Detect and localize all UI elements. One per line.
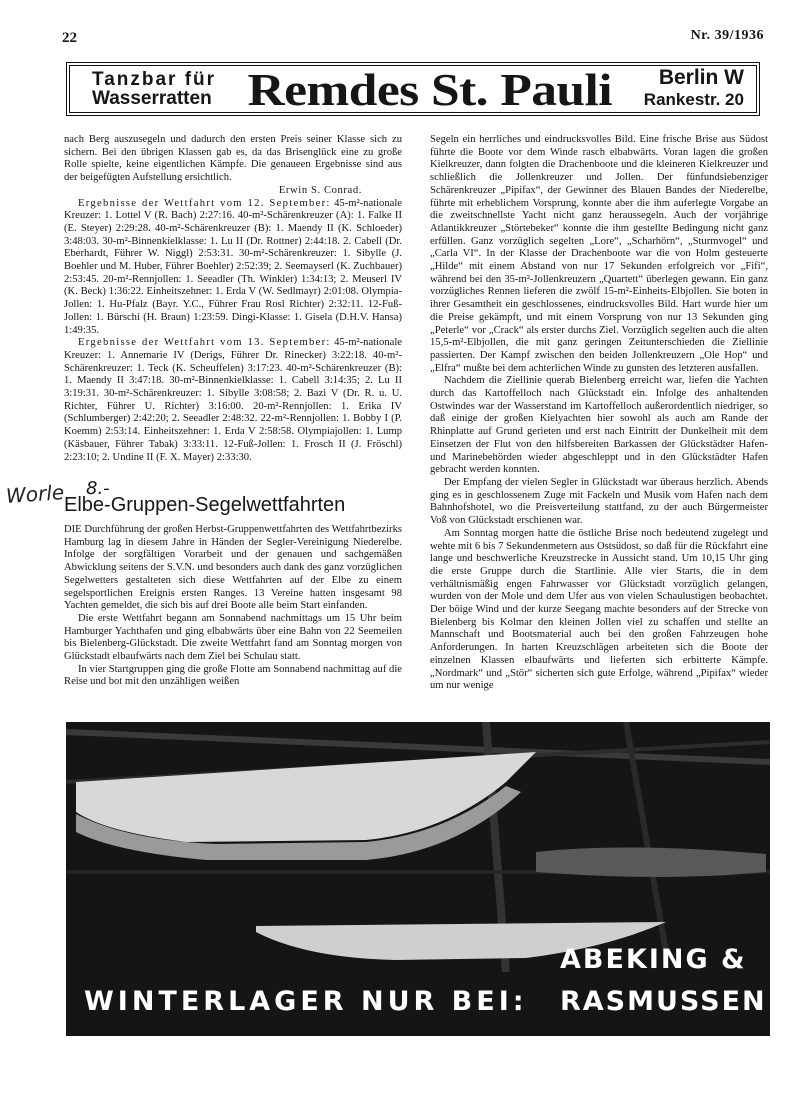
paragraph: Der Empfang der vielen Segler in Glückstadt war überaus herzlich. Abends ging es in geschlossenem Zuge mit Fackeln und Musik vom Hafen nach dem Bahnhofshotel, wo die Preisverteilung stattfand, zu der auch Bürgermeister Voß von Glückstadt erschienen war.	[430, 476, 768, 527]
ad-brand-line1: ABEKING &	[560, 944, 747, 975]
page-number: 22	[62, 30, 77, 46]
paragraph: Die erste Wettfahrt begann am Sonnabend nachmittags um 15 Uhr beim Hamburger Yachthafen und ging elbabwärts über eine Bahn von 22 Seemeilen bis Bielenberg-Glückstadt. Die zweite Wettfahrt fand am Sonntag morgen von Glückstadt elbaufwärts nach dem Ziel bei Schulau statt.	[64, 612, 402, 663]
paragraph: DIE Durchführung der großen Herbst-Gruppenwettfahrten des Wettfahrtbezirks Hamburg lag in diesem Jahre in Händen der Segler-Vereinigung Niederelbe. Infolge der sorgfältigen Vorarbeit und der genauen und sachgemäßen Abwicklung seitens der S.V.N. und besonders auch dank des ganz vorzüglichen Segelwetters gestalteten sich diese Wettfahrten auf der Elbe zu einem segelsportlichen Ereignis ersten Ranges. 13 Vereine hatten insgesamt 98 Yachten gemeldet, die sich bis auf drei Boote alle beim Start einfanden.	[64, 524, 402, 612]
paragraph: Segeln ein herrliches und eindrucksvolles Bild. Eine frische Brise aus Südost führte die Boote vor dem Winde rasch elbabwärts. Voran lagen die großen Kielkreuzer, dann folgten die Drachenboote und die kleineren Kielkreuzer und schließlich die Jollenkreuzer und Jollen. Der fünfundsiebenziger Schärenkreuzer „Pipifax“, der Gewinner des Blauen Bandes der Niederelbe, führte mit erheblichem Vorsprung, konnte aber die ihm auferlegte Vorgabe an die zweitschnellste Yacht nicht ganz heraussegeln. Auch der vorjährige Atlantikkreuzer „Störtebeker“ konnte die ihm gestellte Bedingung nicht ganz erfüllen. Ganz vorzüglich segelten „Lore“, „Scharhörn“, „Sturmvogel“ und „Carla VI“. In der Klasse der Drachenboote war die von Holm gesteuerte „Hilde“ mit einem Abstand von nur 17 Sekunden erfolgreich vor „Fifi“, während bei den 35-m²-Jollenkreuzern „Quartett“ überlegen gewann. Ein ganz vorzügliches Rennen lieferen die zwölf 15-m²-Einheits-Elbjollen. Sie boten in ihrer Gesamtheit ein geschlossenes, eindrucksvolles Bild. Hart wurde hier um die Preise gekämpft, und mit einem Vorsprung von nur 13 Sekunden ging „Peterle“ vor „Crack“ als erster durchs Ziel. Vorzüglich segelten auch die alten 15,5-m²-Elbjollen, die mit ganz geringen Zeitunterschieden die Ziellinie passierten. Der Kampf zwischen den beiden Jollenkreuzern „Ole Hop“ und „Elfra“ mußte bei dem achterlichen Winde zu gunsten des letzteren ausfallen.	[430, 134, 768, 374]
ad-caption: WINTERLAGER NUR BEI:	[84, 986, 528, 1017]
ad-slogan-line1: Tanzbar für	[92, 69, 217, 90]
ad-brand-name: Remdes St. Pauli	[247, 63, 613, 115]
ad-city: Berlin W	[658, 66, 744, 89]
results-block-1	[64, 198, 402, 338]
results-text: 45-m²-nationale Kreuzer: 1. Annemarie IV (Derigs, Führer Dr. Rinecker) 3:22:18. 40-m²-Schärenkreuzer: 1. Teck (K. Scheuffelen) 3:17:23. 40-m²-Schärenkreuzer (B): 1. Maendy II 3:47:18. 30-m²-Binnenkielklasse: 1. Cabell 3:14:35; 2. Lu II 3:19:31. 30-m²-Schärenkreuzer: 1. Sibylle 3:08:58; 2. Bazi V (Dr. R. u. U. Richter, Führer U. Richter) 3:16:00. 20-m²-Rennjollen: 1. Erika IV (Schlumberger) 2:42:20; 2. Seeadler 2:48:32. 22-m²-Rennjollen: 1. Bobby I (P. Koemm) 2:53:14. Einheitszehner: 1. Erda V 2:58:58. Olympiajollen: 1. Lump (Käsbauer, Führer Tabak) 3:33:11. 12-Fuß-Jollen: 1. Frosch II (J. Fröschl) 2:23:10; 2. Undine II (F. X. Mayer) 2:33:30.	[64, 337, 402, 463]
ad-slogan	[92, 70, 216, 108]
results-text: 45-m²-nationale Kreuzer: 1. Lottel V (R. Bach) 2:27:16. 40-m²-Schärenkreuzer (A): 1. Falke II (E. Steyer) 2:29:28. 40-m²-Schärenkreuzer (B): 1. Maendy II (K. Schloeder) 3:48:03. 30-m²-Binnenkielklasse: 1. Lu II (Dr. Rottner) 2:44:18. 2. Cabell (Dr. Eberhardt, Führer W. Niggl) 2:53:31. 30-m²-Schärenkreuzer: 1. Sibylle (J. Boehler und M. Huber, Führer Boehler) 2:52:39; 2. Seemayserl (K. Zuchbauer) 2:53:45. 20-m²-Rennjollen: 1. Seeadler (Th. Winkler) 1:34:13; 2. Meuserl IV (K. Beck) 1:36:22. Einheitszehner: 1. Erda V (W. Sedlmayr) 2:01:08. Olympia-Jollen: 1. Hu-Pfalz (Bayr. Y.C., Führer Frau Rosl Richter) 2:32:11. 12-Fuß-Jollen: 1. Bürschi (H. Braun) 1:23:59. Dingi-Klasse: 1. Gisela (D.H.V. Hansa) 1:49:35.	[64, 197, 402, 336]
results-heading: Ergebnisse der Wettfahrt vom 12. September:	[78, 197, 331, 209]
advertisement-banner	[66, 62, 760, 116]
results-heading: Ergebnisse der Wettfahrt vom 13. September:	[78, 337, 331, 349]
results-block-2	[64, 337, 402, 464]
paragraph: In vier Startgruppen ging die große Flotte am Sonnabend nachmittag auf die Reise und bot mit den unzähligen weißen	[64, 663, 402, 688]
paragraph: Am Sonntag morgen hatte die östliche Brise noch bedeutend zugelegt und wehte mit 6 bis 7 Sekundenmetern aus Ostsüdost, so daß für die Rückfahrt eine lange und beschwerliche Kreuzstrecke in Aussicht stand. Um 10,15 Uhr ging die erste Gruppe durch die Startlinie. Alle vier Starts, die in dem verhältnismäßig engen Fahrwasser vor Glückstadt vorzüglich gelangen, wurden von der Mole und dem Ufer aus von vielen Schaulustigen beobachtet. Der böige Wind und der kurze Seegang machte besonders auf der Strecke von Bielenberg bis Kolmar den kleinen Jollen viel zu schaffen und stellte an Mannschaft und Bootsmaterial auch bei den großen Fahrzeugen hohe Anforderungen. In harten Kreuzschlägen arbeiteten sich die Boote der einzelnen Klassen elbaufwärts und lieferten sich erbitterte Kämpfe. „Nordmark“ und „Stör“ sicherten sich gute Erfolge, während „Pipifax“ wieder um nur wenige	[430, 527, 768, 692]
paragraph: Nachdem die Ziellinie querab Bielenberg erreicht war, liefen die Yachten durch das Kartoffelloch nach Glückstadt ein. Infolge des anhaltenden Ostwindes war der Wasserstand im Kartoffelloch außerordentlich niedriger, so daß einige der großen Kielyachten hier sowohl als auch am Rande der Rhinplatte auf Grund gerieten und erst nach Eintritt der Dunkelheit mit dem Einsetzen der Flut von den hilfsbereiten Barkassen der Glückstädter Hafen- und Marinebehörden wieder abgeschleppt und in den Glückstädter Hafen gebracht werden konnten.	[430, 375, 768, 476]
left-column-top	[64, 134, 402, 464]
ad-street: Rankestr. 20	[643, 90, 744, 109]
right-column-article	[430, 134, 768, 693]
issue-number: Nr. 39/1936	[690, 28, 764, 43]
handwritten-note: Worle	[5, 480, 65, 508]
left-column-article	[64, 524, 402, 689]
paragraph: nach Berg auszusegeln und dadurch den ersten Preis seiner Klasse sich zu sichern. Bei den übrigen Klassen gab es, da das Brisenglück eine zu große Rolle spielte, keine eigentlichen Kämpfe. Die genaueen Ergebnisse sind aus der beigefügten Aufstellung ersichtlich.	[64, 134, 402, 184]
handwritten-number: 8.-	[86, 478, 110, 499]
ad-address	[644, 67, 744, 111]
section-heading: Elbe-Gruppen-Segelwettfahrten	[64, 494, 346, 516]
ad-slogan-line2: Wasserratten	[92, 88, 212, 109]
ad-brand-line2: RASMUSSEN	[560, 986, 767, 1017]
author-signature: Erwin S. Conrad.	[278, 184, 362, 196]
